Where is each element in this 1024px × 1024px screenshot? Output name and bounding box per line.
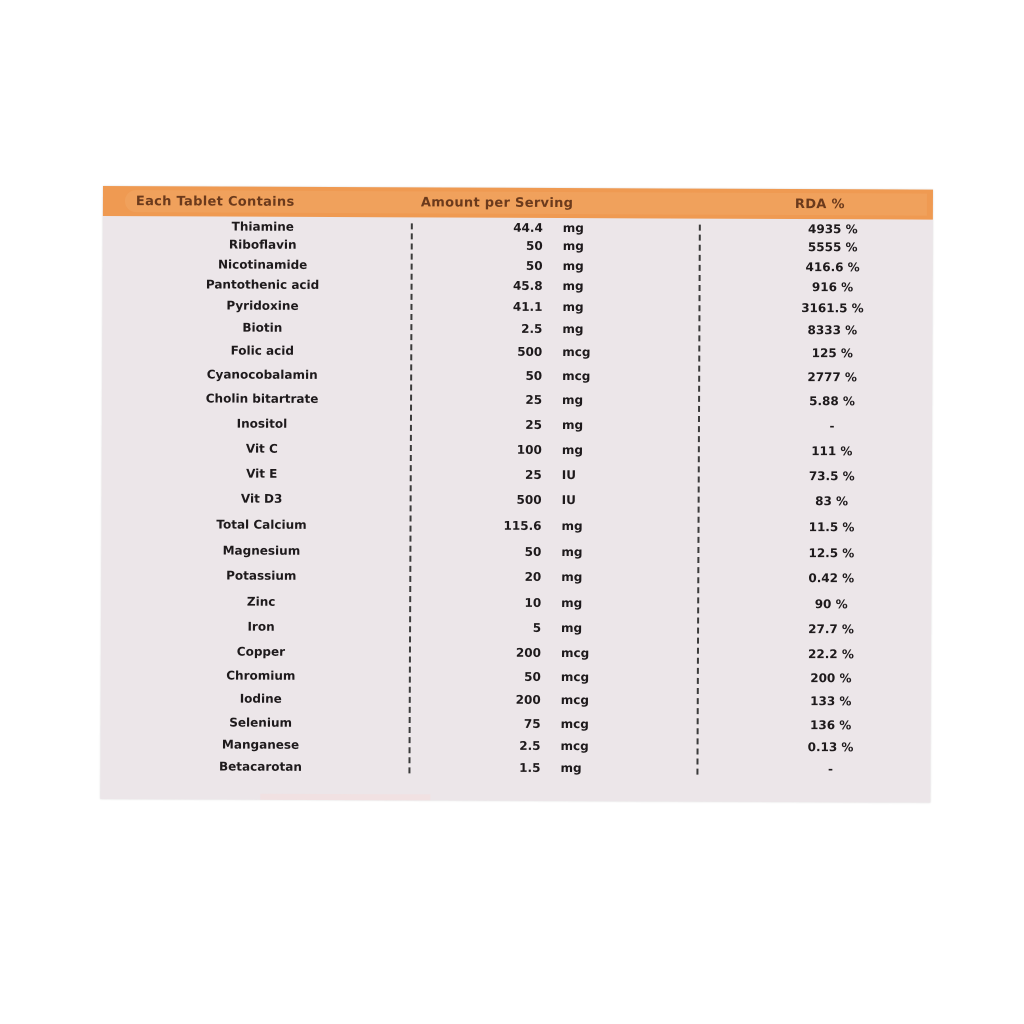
rda-value: 5555 % [807,240,858,255]
table-row [101,591,931,615]
table-row [101,688,931,712]
amount-unit: mg [562,300,584,315]
amount-value: 20 [524,569,542,584]
nutrient-name: Biotin [242,320,283,335]
rda-value: 73.5 % [808,469,855,484]
nutrient-name: Total Calcium [216,517,307,532]
amount-unit: mg [560,761,582,776]
table-row [102,488,932,512]
nutrient-name: Thiamine [231,219,294,234]
nutrient-name: Selenium [229,715,293,730]
table-row [101,540,931,564]
nutrient-name: Nicotinamide [217,257,308,272]
nutrient-name: Vit D3 [240,491,283,506]
table-row [101,641,931,665]
amount-value: 500 [517,344,543,359]
table-row [101,734,931,758]
print-smudge [260,794,430,801]
amount-value: 44.4 [513,220,543,235]
rda-value: 4935 % [807,222,858,237]
nutrient-name: Pantothenic acid [205,277,320,292]
table-row [102,388,932,412]
table-row [102,295,932,319]
amount-unit: mcg [562,369,591,384]
rda-value: 125 % [811,346,853,361]
amount-unit: mg [562,393,584,408]
amount-unit: mcg [560,693,590,708]
amount-value: 200 [515,645,541,660]
table-row [103,274,933,298]
rda-value: 2777 % [807,370,857,385]
table-row [102,463,932,487]
amount-value: 115.6 [503,518,542,533]
nutrient-name: Cholin bitartrate [205,391,319,406]
nutrient-name: Iron [247,619,275,634]
supplement-facts-label [100,186,933,803]
nutrient-name: Vit E [246,466,278,481]
table-row [102,364,932,388]
nutrient-name: Chromium [226,668,296,683]
rda-value: 90 % [814,597,848,612]
rda-value: 8333 % [807,323,858,338]
table-row [101,616,931,640]
header-rda: RDA % [794,197,845,213]
amount-value: 100 [516,442,542,457]
amount-unit: mg [562,259,584,274]
amount-value: 2.5 [521,321,543,336]
nutrient-name: Iodine [239,691,282,706]
amount-unit: mcg [560,739,589,754]
amount-value: 1.5 [519,760,541,775]
amount-value: 25 [525,417,542,432]
amount-unit: IU [561,493,576,508]
amount-value: 10 [524,595,542,610]
nutrient-name: Zinc [246,594,276,609]
amount-value: 50 [526,238,543,253]
table-row [101,514,931,538]
rda-value: 12.5 % [808,546,855,561]
rda-value: 83 % [815,494,849,509]
header-band [103,186,933,220]
amount-unit: mg [562,279,584,294]
amount-value: 25 [525,392,543,407]
rda-value: 111 % [811,444,853,459]
rda-value: 0.13 % [807,740,854,755]
table-row [102,317,932,341]
table-row [101,565,931,589]
nutrient-name: Inositol [236,416,288,431]
amount-value: 50 [524,669,541,684]
amount-value: 200 [515,692,541,707]
amount-unit: mg [561,621,583,636]
amount-unit: mcg [560,717,589,732]
rda-value: 22.2 % [808,647,854,662]
amount-unit: mg [561,570,583,585]
nutrient-name: Betacarotan [219,759,302,774]
amount-value: 2.5 [519,738,541,753]
amount-unit: mg [561,418,584,433]
rda-value: - [829,419,835,434]
amount-unit: mg [562,239,584,254]
table-row [102,413,932,437]
nutrient-name: Magnesium [222,543,301,558]
amount-unit: mg [561,443,583,458]
table-row [100,756,930,780]
rda-value: 200 % [810,671,852,686]
table-row [101,665,931,689]
table-row [102,340,932,364]
rda-value: 11.5 % [808,520,855,535]
amount-unit: mg [561,519,583,534]
amount-unit: mg [561,596,583,611]
amount-unit: mg [562,221,584,236]
rda-value: 27.7 % [808,622,855,637]
nutrient-name: Vit C [245,441,278,456]
nutrient-name: Riboflavin [228,237,297,252]
amount-value: 75 [523,716,541,731]
rda-value: 5.88 % [809,394,856,409]
rda-value: 416.6 % [805,260,860,275]
amount-value: 25 [525,467,542,482]
nutrient-name: Manganese [221,737,300,752]
amount-value: 50 [524,544,542,559]
nutrient-name: Cyanocobalamin [206,367,318,382]
table-row [102,438,932,462]
amount-unit: mcg [560,646,590,661]
rda-value: - [827,762,833,777]
amount-unit: mcg [560,670,590,685]
rda-value: 136 % [809,718,852,733]
nutrient-name: Potassium [226,568,297,583]
amount-unit: mcg [562,345,591,360]
amount-unit: mg [562,322,584,337]
nutrient-name: Copper [236,644,286,659]
amount-unit: mg [561,545,583,560]
rda-value: 133 % [810,694,852,709]
header-amount: Amount per Serving [420,195,574,212]
amount-value: 45.8 [512,278,543,293]
amount-value: 500 [516,492,542,507]
rda-value: 3161.5 % [801,301,864,316]
amount-value: 50 [525,258,543,273]
nutrient-name: Folic acid [230,343,295,358]
rda-value: 916 % [811,280,854,295]
amount-value: 5 [532,620,542,635]
nutrient-name: Pyridoxine [226,298,299,313]
header-ingredient: Each Tablet Contains [135,194,295,210]
table-row [101,712,931,736]
amount-value: 41.1 [512,299,543,314]
rda-value: 0.42 % [808,571,855,586]
amount-unit: IU [561,468,576,483]
amount-value: 50 [525,368,543,383]
